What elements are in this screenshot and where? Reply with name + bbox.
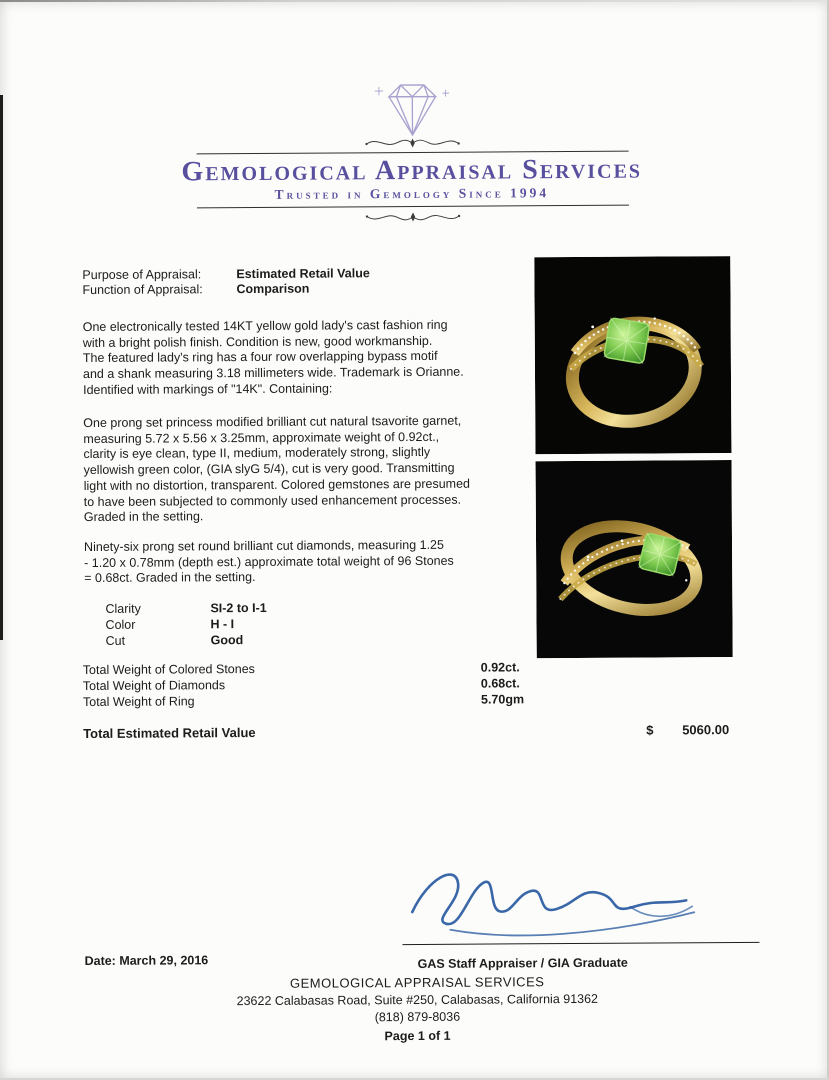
diamonds-weight-value: 0.68ct. — [480, 676, 520, 691]
color-label: Color — [105, 617, 136, 632]
purpose-value: Estimated Retail Value — [236, 266, 370, 282]
total-retail-label: Total Estimated Retail Value — [83, 724, 256, 742]
currency-symbol: $ — [646, 722, 654, 738]
scan-edge-top — [0, 0, 829, 2]
color-value: H - I — [210, 617, 235, 632]
header-tagline: Trusted in Gemology Since 1994 — [274, 185, 550, 202]
footer-address: 23622 Calabasas Road, Suite #250, Calabasas, California 91362 — [236, 991, 599, 1009]
appraiser-label: GAS Staff Appraiser / GIA Graduate — [417, 955, 628, 971]
cut-label: Cut — [105, 633, 126, 648]
clarity-value: SI-2 to I-1 — [210, 600, 267, 616]
colored-stones-label: Total Weight of Colored Stones — [82, 661, 255, 678]
cut-value: Good — [210, 633, 244, 648]
function-label: Function of Appraisal: — [82, 282, 203, 298]
diamond-logo-icon — [370, 80, 454, 141]
footer-company: GEMOLOGICAL APPRAISAL SERVICES — [289, 974, 545, 991]
ring-photo-bottom — [536, 460, 733, 658]
footer-phone: (818) 879-8036 — [374, 1009, 461, 1025]
ring-weight-label: Total Weight of Ring — [82, 694, 195, 710]
function-value: Comparison — [236, 281, 310, 297]
date-label: Date: March 29, 2016 — [84, 953, 209, 969]
scan-edge-left — [0, 95, 3, 640]
ring-photo-top — [534, 256, 731, 454]
ring-weight-value: 5.70gm — [480, 692, 525, 707]
colored-stones-value: 0.92ct. — [480, 660, 520, 675]
page-title: Gemological Appraisal Services — [181, 153, 643, 188]
description-paragraph-2: One prong set princess modified brilliant cut natural tsavorite garnet, measuring 5.72 x 5.56 x 3.25mm, approximate weight of 0.92ct., clarity is eye clean, type II, medium, moderately strong, slightly yellowish green color, (GIA slyG 5/4), cut is very good. Transmitting light with no distortion, transparent. Colored gemstones are presumed to have been subjected to commonly used enhancement processes. Graded in the setting. — [83, 413, 471, 525]
diamonds-weight-label: Total Weight of Diamonds — [82, 678, 226, 694]
clarity-label: Clarity — [105, 601, 141, 616]
flourish-top-icon — [361, 134, 465, 153]
purpose-label: Purpose of Appraisal: — [82, 267, 202, 283]
description-paragraph-3: Ninety-six prong set round brilliant cut diamonds, measuring 1.25 - 1.20 x 0.78mm (depth est.) approximate total weight of 96 Stones = 0.68ct. Graded in the setting. — [83, 537, 454, 586]
total-retail-value: 5060.00 — [682, 722, 730, 738]
flourish-bottom-icon — [361, 208, 465, 227]
signature-image — [394, 848, 705, 952]
page-number: Page 1 of 1 — [384, 1028, 451, 1044]
description-paragraph-1: One electronically tested 14KT yellow gold lady's cast fashion ring with a bright polish finish. Condition is new, good workmanship. The featured lady's ring has a four row overlapping bypass motif and a shank measuring 3.18 millimeters wide. Trademark is Orianne. Identified with markings of "14K". Containing: — [82, 317, 464, 397]
